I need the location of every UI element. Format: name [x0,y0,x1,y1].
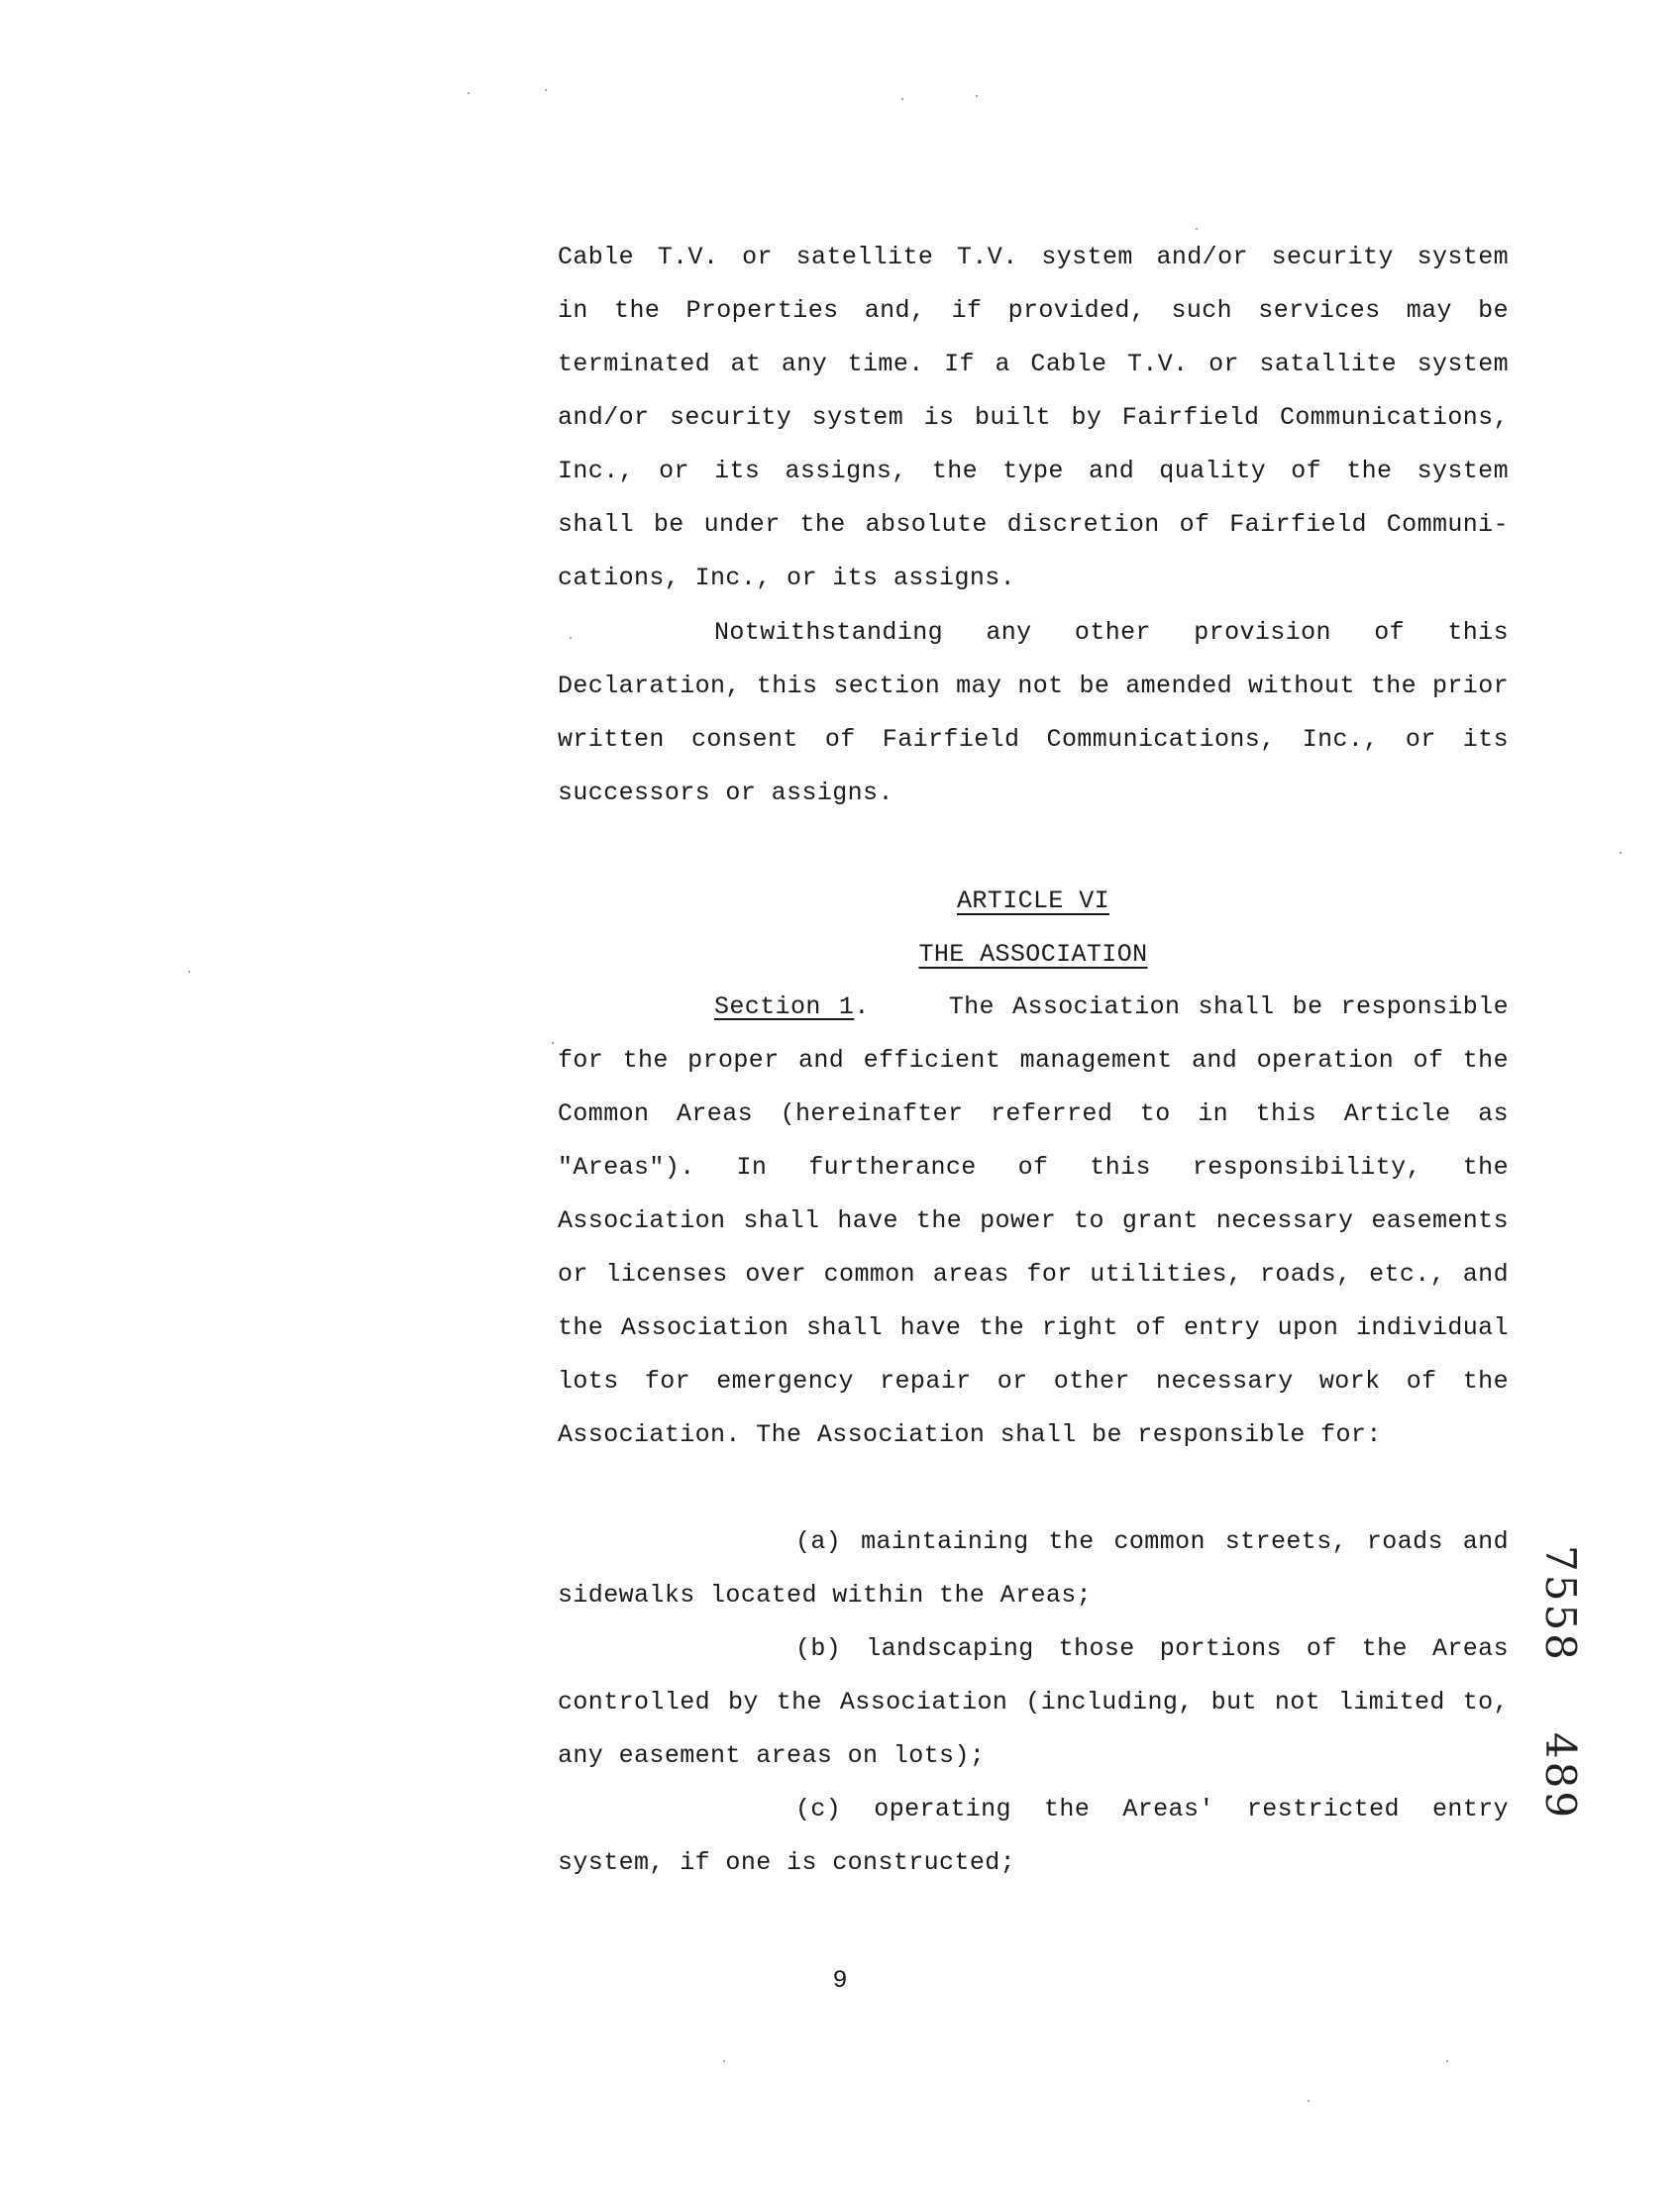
item-a [558,1515,1509,1622]
paragraph-text: Notwithstanding any other provision of this Declaration, this section may not be amended without the prior written consent of Fairfield Communications, Inc., or its successors or assigns. [558,618,1509,807]
text-line: Inc., or its assigns, the type and quality of the system [558,457,1509,485]
text-line: shall be under the absolute discretion of Fairfield Communi- [558,510,1509,539]
scan-speck [188,971,190,973]
article-subtitle: THE ASSOCIATION [918,940,1148,969]
scan-speck [1620,852,1622,854]
section-paragraph [558,981,1509,1462]
text-line: cations, Inc., or its assigns. [558,564,1016,592]
text-line: Cable T.V. or satellite T.V. system and/or security system [558,243,1509,271]
margin-recording-stamp [1536,1545,1585,1890]
item-c [558,1783,1509,1890]
item-text: (b) landscaping those portions of the Areas controlled by the Association (including, but not limited to, any easement areas on lots); [558,1634,1509,1770]
section-text: The Association shall be responsible for the proper and efficient management and operation of the Common Areas (hereinafter referred to in this Article as "Areas"). In furtherance of this responsibility, the Association shall have the power to grant necessary easements or licenses over common areas for utilities, roads, etc., and the Association shall have the right of entry upon individual lots for emergency repair or other necessary work of the Association. The Association shall be responsible for: [558,992,1509,1449]
text-line: and/or security system is built by Fairfield Communications, [558,403,1509,432]
page-number: 9 [832,1966,848,1995]
scan-speck [468,92,470,94]
book-page-number: 489 [1536,1731,1585,1822]
notwithstanding-paragraph [558,606,1509,820]
continuation-paragraph [558,231,1509,605]
book-number: 7558 [1536,1545,1585,1663]
scan-speck [723,2060,725,2062]
scan-speck [1446,2060,1448,2062]
item-b [558,1622,1509,1783]
scan-speck [545,89,547,91]
scan-speck [976,95,978,97]
section-label-suffix: . [854,992,870,1021]
scan-speck [1308,2100,1310,2102]
article-heading [558,875,1509,982]
text-line: in the Properties and, if provided, such services may be [558,296,1509,325]
item-text: (c) operating the Areas' restricted entry system, if one is constructed; [558,1795,1509,1877]
section-1 [558,981,1509,1462]
scan-speck [552,1042,554,1044]
scan-speck [1196,228,1198,230]
item-text: (a) maintaining the common streets, roads and sidewalks located within the Areas; [558,1527,1509,1610]
section-label: Section 1 [714,992,855,1021]
article-title: ARTICLE VI [956,886,1110,915]
scan-speck [901,98,903,100]
text-line: terminated at any time. If a Cable T.V. or satallite system [558,350,1509,378]
